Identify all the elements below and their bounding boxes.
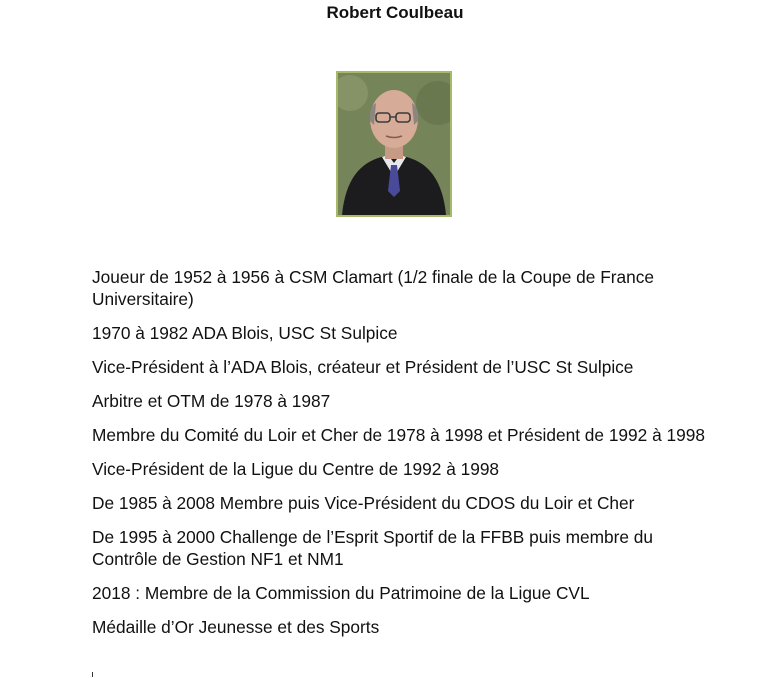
bio-item: Vice-Président de la Ligue du Centre de 1992 à 1998 — [92, 459, 500, 479]
biography-list — [92, 266, 712, 650]
bio-item: Médaille d’Or Jeunesse et des Sports — [92, 617, 380, 637]
bio-item: Arbitre et OTM de 1978 à 1987 — [92, 391, 331, 411]
text-cursor-mark — [92, 672, 93, 677]
portrait-photo — [336, 71, 452, 217]
bio-item: 1970 à 1982 ADA Blois, USC St Sulpice — [92, 323, 398, 343]
bio-item: Joueur de 1952 à 1956 à CSM Clamart (1/2 finale de la Coupe de France Universitaire) — [92, 267, 654, 309]
bio-item: De 1995 à 2000 Challenge de l’Esprit Sportif de la FFBB puis membre du Contrôle de Gestion NF1 et NM1 — [92, 527, 653, 569]
bio-item: 2018 : Membre de la Commission du Patrimoine de la Ligue CVL — [92, 583, 590, 603]
page-title: Robert Coulbeau — [326, 3, 464, 22]
bio-item: Membre du Comité du Loir et Cher de 1978 à 1998 et Président de 1992 à 1998 — [92, 425, 705, 445]
bio-item: De 1985 à 2008 Membre puis Vice-Président du CDOS du Loir et Cher — [92, 493, 635, 513]
portrait-icon — [338, 73, 450, 215]
bio-item: Vice-Président à l’ADA Blois, créateur et Président de l’USC St Sulpice — [92, 357, 634, 377]
